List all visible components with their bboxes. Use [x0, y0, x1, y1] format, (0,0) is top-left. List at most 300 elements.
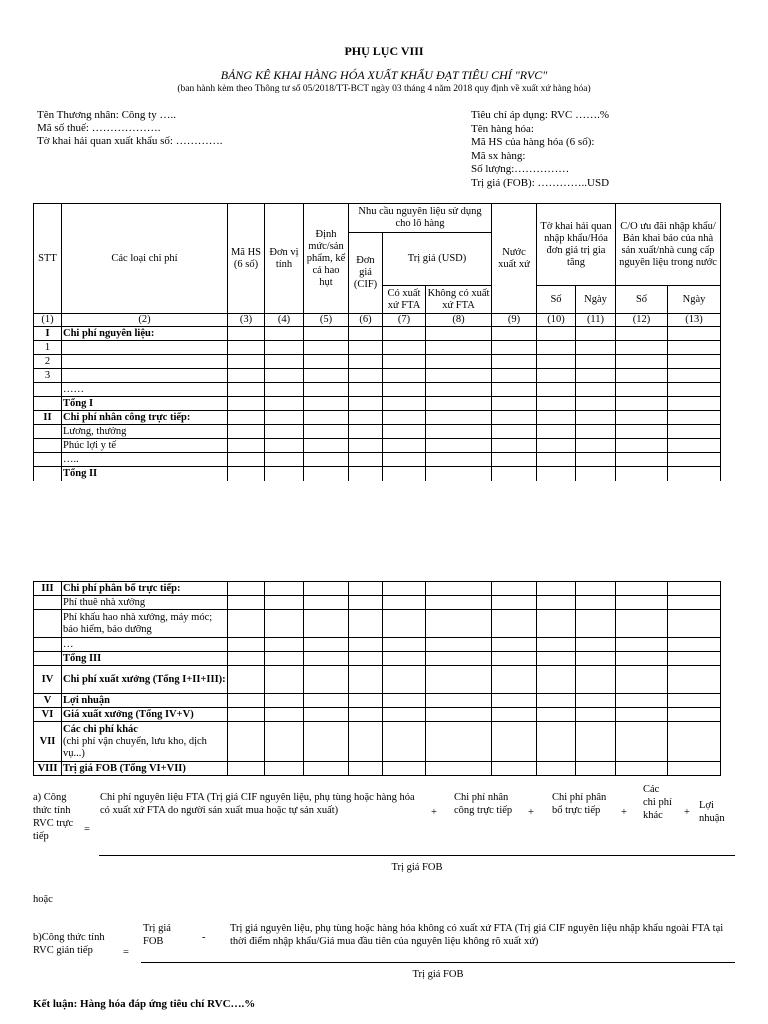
row-stt: 2 [34, 355, 62, 369]
row-cell [492, 467, 537, 481]
table-row [34, 652, 721, 666]
column-number-5: (5) [304, 314, 349, 327]
row-cell [616, 762, 668, 776]
row-cell [349, 652, 383, 666]
row-cell [492, 652, 537, 666]
row-cell [537, 708, 576, 722]
row-cell [426, 638, 492, 652]
row-cell [616, 582, 668, 596]
row-stt: V [34, 694, 62, 708]
row-label: Lợi nhuận [62, 694, 228, 708]
row-cell [668, 666, 721, 694]
th-norm: Định mức/sản phẩm, kể cả hao hụt [304, 204, 349, 314]
row-cell [426, 425, 492, 439]
row-cell [228, 722, 265, 762]
row-cell [537, 369, 576, 383]
row-cell [228, 327, 265, 341]
row-cell [349, 722, 383, 762]
th-unit-price: Đơn giá (CIF) [349, 233, 383, 314]
row-cell [576, 666, 616, 694]
formula-a-label: a) Công thức tính RVC trực tiếp [33, 792, 74, 842]
row-cell [616, 722, 668, 762]
th-material-needs: Nhu cầu nguyên liệu sử dụng cho lô hàng [349, 204, 492, 233]
formula-a-plus4: + [684, 807, 690, 818]
row-cell [228, 666, 265, 694]
row-cell [265, 327, 304, 341]
row-cell [537, 397, 576, 411]
row-cell [383, 411, 426, 425]
row-cell [537, 652, 576, 666]
row-cell [383, 708, 426, 722]
table-row [34, 638, 721, 652]
row-cell [304, 369, 349, 383]
table-row [34, 582, 721, 596]
row-cell [349, 411, 383, 425]
column-number-11: (11) [576, 314, 616, 327]
th-unit: Đơn vị tính [265, 204, 304, 314]
row-stt: VII [34, 722, 62, 762]
row-label: Giá xuất xưởng (Tổng IV+V) [62, 708, 228, 722]
th-without-fta: Không có xuất xứ FTA [426, 286, 492, 314]
row-label-note: (chi phí vận chuyển, lưu kho, dịch vụ...) [63, 735, 207, 759]
trader-name: Tên Thương nhân: Công ty ….. [37, 109, 176, 121]
row-cell [492, 638, 537, 652]
row-cell [492, 722, 537, 762]
row-cell [492, 425, 537, 439]
column-number-3: (3) [228, 314, 265, 327]
row-label: Tổng I [62, 397, 228, 411]
row-cell [304, 652, 349, 666]
column-number-13: (13) [668, 314, 721, 327]
quantity: Số lượng:…………… [471, 163, 570, 176]
row-cell [492, 453, 537, 467]
row-cell [668, 411, 721, 425]
row-stt: III [34, 582, 62, 596]
row-cell [576, 610, 616, 638]
row-cell [265, 453, 304, 467]
row-cell [576, 652, 616, 666]
row-cell [426, 708, 492, 722]
table-row [34, 411, 721, 425]
row-cell [426, 341, 492, 355]
row-cell [576, 425, 616, 439]
row-cell [265, 582, 304, 596]
formula-a-denominator: Trị giá FOB [391, 862, 443, 873]
goods-name: Tên hàng hóa: [471, 122, 534, 135]
row-cell [383, 383, 426, 397]
row-cell [576, 638, 616, 652]
column-number-10: (10) [537, 314, 576, 327]
row-cell [426, 453, 492, 467]
row-cell [349, 453, 383, 467]
row-cell [383, 694, 426, 708]
row-cell [426, 355, 492, 369]
formula-a-term1: Chi phí nguyên liệu FTA (Trị giá CIF nguyên liệu, phụ tùng hoặc hàng hóa có xuất xứ FTA do người sản xuất mua hoặc tự sản xuất) [100, 792, 415, 816]
row-cell [537, 596, 576, 610]
row-label: Trị giá FOB (Tổng VI+VII) [62, 762, 228, 776]
th-value-usd: Trị giá (USD) [383, 233, 492, 286]
criteria: Tiêu chí áp dụng: RVC …….% [471, 109, 610, 121]
row-cell [576, 708, 616, 722]
row-cell [349, 638, 383, 652]
row-cell [576, 439, 616, 453]
row-cell [304, 596, 349, 610]
column-number-row [34, 314, 721, 327]
row-label: Chi phí nguyên liệu: [62, 327, 228, 341]
production-code: Mã sx hàng: [471, 149, 526, 162]
row-cell [537, 467, 576, 481]
row-label: Tổng III [62, 652, 228, 666]
cost-table-bottom [33, 581, 721, 776]
formula-b-denominator: Trị giá FOB [412, 969, 464, 980]
tax-code: Mã số thuế: ………………. [37, 122, 161, 134]
row-cell [426, 439, 492, 453]
row-cell [616, 694, 668, 708]
row-cell [349, 383, 383, 397]
row-cell [383, 582, 426, 596]
or-text: hoặc [33, 894, 53, 905]
row-cell [616, 327, 668, 341]
row-cell [265, 708, 304, 722]
row-cell [426, 694, 492, 708]
row-cell [349, 708, 383, 722]
row-cell [265, 610, 304, 638]
page-subtitle: (ban hành kèm theo Thông tư số 05/2018/TT-BCT ngày 03 tháng 4 năm 2018 quy định về xuất xứ hàng hóa) [177, 84, 591, 94]
row-cell [228, 369, 265, 383]
row-cell [304, 355, 349, 369]
row-cell [228, 582, 265, 596]
row-cell [265, 596, 304, 610]
row-stt: 1 [34, 341, 62, 355]
row-cell [576, 694, 616, 708]
row-label: Chi phí nhân công trực tiếp: [62, 411, 228, 425]
row-cell [304, 582, 349, 596]
row-cell [304, 397, 349, 411]
row-cell [349, 369, 383, 383]
row-cell [537, 722, 576, 762]
table-row [34, 369, 721, 383]
row-cell [383, 355, 426, 369]
row-cell [537, 638, 576, 652]
row-cell [616, 369, 668, 383]
row-cell [383, 596, 426, 610]
th-cost-types: Các loại chi phí [62, 204, 228, 314]
row-cell [668, 369, 721, 383]
th-co-number: Số [616, 286, 668, 314]
row-stt: I [34, 327, 62, 341]
row-cell [616, 341, 668, 355]
row-cell [349, 596, 383, 610]
row-cell [349, 762, 383, 776]
row-cell [304, 341, 349, 355]
row-cell [304, 762, 349, 776]
goods-hs-code: Mã HS của hàng hóa (6 số): [471, 136, 595, 149]
row-cell [228, 694, 265, 708]
column-number-7: (7) [383, 314, 426, 327]
row-cell [349, 327, 383, 341]
row-cell [668, 596, 721, 610]
row-cell [265, 666, 304, 694]
th-decl-number: Số [537, 286, 576, 314]
row-cell [228, 762, 265, 776]
row-cell [265, 411, 304, 425]
row-cell [383, 467, 426, 481]
table-row [34, 762, 721, 776]
row-cell [668, 341, 721, 355]
row-cell [383, 341, 426, 355]
row-cell [228, 453, 265, 467]
row-cell [537, 582, 576, 596]
row-cell [349, 341, 383, 355]
row-cell [616, 425, 668, 439]
row-cell [668, 425, 721, 439]
row-cell [537, 341, 576, 355]
row-cell [349, 582, 383, 596]
row-cell [304, 666, 349, 694]
row-cell [576, 596, 616, 610]
row-cell [616, 383, 668, 397]
row-cell [265, 355, 304, 369]
row-cell [426, 327, 492, 341]
column-number-2: (2) [62, 314, 228, 327]
formula-b-label: b)Công thức tính RVC gián tiếp [33, 932, 105, 956]
column-number-9: (9) [492, 314, 537, 327]
row-cell [576, 467, 616, 481]
row-cell [228, 439, 265, 453]
row-label: Chi phí phân bổ trực tiếp: [62, 582, 228, 596]
row-cell [492, 411, 537, 425]
row-cell [616, 439, 668, 453]
row-cell [537, 762, 576, 776]
row-cell [228, 411, 265, 425]
row-cell [228, 341, 265, 355]
row-label [62, 722, 228, 762]
row-label: … [62, 638, 228, 652]
row-cell [383, 610, 426, 638]
row-cell [576, 327, 616, 341]
row-cell [576, 397, 616, 411]
row-cell [383, 453, 426, 467]
th-stt: STT [34, 204, 62, 314]
row-label [62, 355, 228, 369]
row-cell [616, 397, 668, 411]
table-row [34, 425, 721, 439]
row-cell [265, 638, 304, 652]
row-cell [228, 610, 265, 638]
row-cell [304, 425, 349, 439]
row-stt: IV [34, 666, 62, 694]
row-cell [426, 722, 492, 762]
table-row [34, 610, 721, 638]
formula-b-equals: = [123, 947, 129, 958]
row-cell [668, 439, 721, 453]
row-cell [492, 694, 537, 708]
row-cell [537, 327, 576, 341]
row-cell [426, 596, 492, 610]
row-cell [228, 397, 265, 411]
row-cell [576, 411, 616, 425]
row-cell [426, 582, 492, 596]
row-cell [616, 355, 668, 369]
row-cell [668, 708, 721, 722]
row-cell [492, 397, 537, 411]
row-cell [616, 638, 668, 652]
row-cell [616, 610, 668, 638]
row-stt [34, 383, 62, 397]
row-cell [228, 467, 265, 481]
page-title: BẢNG KÊ KHAI HÀNG HÓA XUẤT KHẨU ĐẠT TIÊU CHÍ "RVC" [220, 68, 548, 82]
row-cell [304, 638, 349, 652]
row-cell [228, 708, 265, 722]
row-cell [492, 610, 537, 638]
row-cell [492, 762, 537, 776]
row-cell [426, 397, 492, 411]
th-decl-date: Ngày [576, 286, 616, 314]
row-label: Lương, thưởng [62, 425, 228, 439]
row-cell [537, 610, 576, 638]
row-cell [576, 722, 616, 762]
row-cell [265, 383, 304, 397]
row-cell [304, 722, 349, 762]
row-cell [265, 369, 304, 383]
row-cell [492, 708, 537, 722]
row-stt [34, 596, 62, 610]
row-cell [576, 762, 616, 776]
row-cell [383, 425, 426, 439]
formula-b-term1: Trị giá FOB [143, 923, 171, 947]
formula-a-term5: Lợi nhuận [699, 800, 725, 824]
row-cell [228, 596, 265, 610]
row-label: Phí thuê nhà xưởng [62, 596, 228, 610]
row-cell [383, 638, 426, 652]
export-declaration: Tờ khai hải quan xuất khẩu số: …………. [37, 135, 223, 147]
table-row [34, 722, 721, 762]
row-cell [228, 638, 265, 652]
row-cell [537, 439, 576, 453]
row-cell [616, 666, 668, 694]
row-label: …… [62, 383, 228, 397]
row-cell [228, 355, 265, 369]
row-label: Chi phí xuất xưởng (Tổng I+II+III): [62, 666, 228, 694]
row-cell [537, 666, 576, 694]
row-stt [34, 425, 62, 439]
row-cell [228, 383, 265, 397]
row-cell [668, 582, 721, 596]
row-cell [668, 722, 721, 762]
row-stt [34, 638, 62, 652]
row-cell [304, 383, 349, 397]
formula-a-plus3: + [621, 807, 627, 818]
row-cell [668, 694, 721, 708]
row-cell [616, 411, 668, 425]
row-cell [537, 425, 576, 439]
cost-table-top [33, 203, 721, 481]
row-label: ….. [62, 453, 228, 467]
row-cell [492, 341, 537, 355]
table-row [34, 355, 721, 369]
row-cell [576, 369, 616, 383]
column-number-4: (4) [265, 314, 304, 327]
row-cell [228, 652, 265, 666]
row-cell [426, 610, 492, 638]
row-cell [537, 411, 576, 425]
th-co-pref: C/O ưu đãi nhập khẩu/ Bản khai báo của nhà sản xuất/nhà cung cấp nguyên liệu trong nước [616, 204, 721, 286]
table-row [34, 453, 721, 467]
row-cell [349, 694, 383, 708]
row-cell [349, 425, 383, 439]
row-cell [426, 411, 492, 425]
formula-a-term2: Chi phí nhân công trực tiếp [454, 792, 513, 816]
row-cell [492, 383, 537, 397]
row-cell [492, 582, 537, 596]
th-hs-code: Mã HS (6 số) [228, 204, 265, 314]
row-cell [668, 638, 721, 652]
row-cell [616, 708, 668, 722]
row-label [62, 341, 228, 355]
row-cell [383, 722, 426, 762]
row-cell [492, 327, 537, 341]
table-row [34, 397, 721, 411]
fob-value: Trị giá (FOB): …………..USD [471, 176, 610, 189]
column-number-8: (8) [426, 314, 492, 327]
row-stt [34, 439, 62, 453]
row-cell [304, 411, 349, 425]
row-cell [349, 397, 383, 411]
row-cell [616, 652, 668, 666]
row-cell [349, 439, 383, 453]
row-cell [383, 397, 426, 411]
row-cell [228, 425, 265, 439]
formula-a-term3: Chi phí phân bổ trực tiếp [552, 792, 607, 816]
row-cell [537, 694, 576, 708]
row-cell [668, 762, 721, 776]
row-cell [265, 652, 304, 666]
row-stt [34, 467, 62, 481]
row-cell [426, 383, 492, 397]
row-stt [34, 610, 62, 638]
row-label-main: Các chi phí khác [63, 723, 138, 735]
table-row [34, 341, 721, 355]
row-cell [383, 327, 426, 341]
row-cell [668, 467, 721, 481]
row-cell [576, 355, 616, 369]
row-cell [668, 610, 721, 638]
row-cell [426, 652, 492, 666]
row-cell [265, 722, 304, 762]
row-cell [492, 355, 537, 369]
formula-a-term4: Các chi phí khác [643, 784, 672, 821]
appendix-title: PHỤ LỤC VIII [344, 44, 424, 58]
th-origin-country: Nước xuất xứ [492, 204, 537, 314]
row-cell [265, 341, 304, 355]
formula-b-minus: - [202, 932, 206, 943]
trader-info [37, 109, 222, 148]
row-cell [265, 439, 304, 453]
row-cell [383, 762, 426, 776]
row-cell [265, 762, 304, 776]
row-cell [265, 467, 304, 481]
table-row [34, 467, 721, 481]
column-number-6: (6) [349, 314, 383, 327]
row-cell [383, 652, 426, 666]
row-stt [34, 397, 62, 411]
table-row [34, 694, 721, 708]
row-cell [576, 341, 616, 355]
row-cell [616, 596, 668, 610]
row-cell [426, 467, 492, 481]
row-label [62, 369, 228, 383]
row-cell [426, 666, 492, 694]
